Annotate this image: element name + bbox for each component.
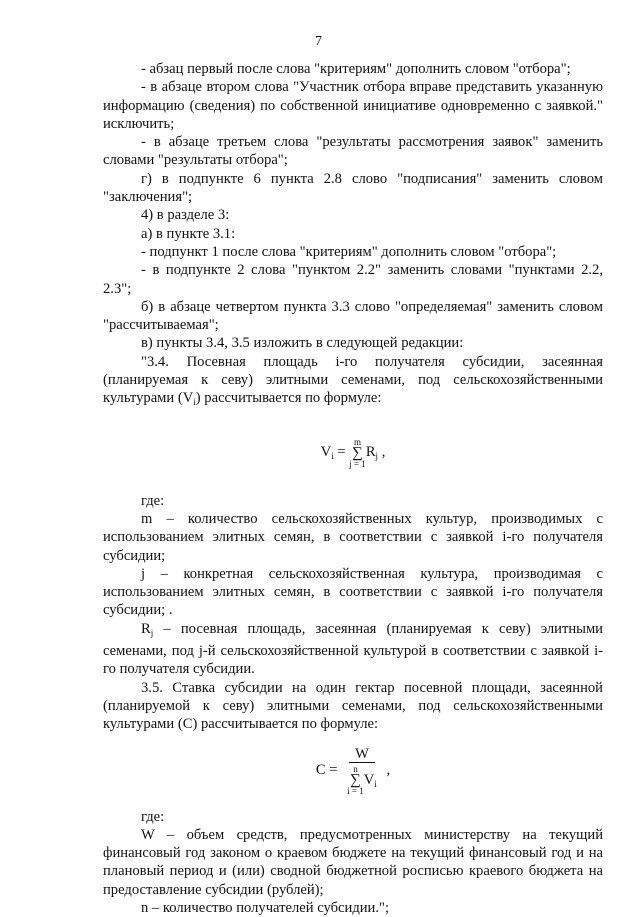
definition-n: n – количество получателей субсидии."; — [141, 899, 390, 916]
formula-c-lhs: С = — [315, 761, 342, 778]
definition-r-text: – посевная площадь, засеянная (планируемая к севу) элитными семенами, под j-й сельскохозяйственной культурой в соответствии с заявкой i-го получателя субсидии. — [103, 620, 603, 678]
definition-r-sub: j — [150, 627, 154, 638]
definition-m: m – количество сельскохозяйственных культур, производимых с использованием элитных семян, в соответствии с заявкой i-го получателя субсидии; — [103, 510, 603, 564]
paragraph-7: - подпункт 1 после слова "критериям" дополнить словом "отбора"; — [141, 243, 557, 260]
paragraph-5: 4) в разделе 3: — [141, 207, 230, 224]
formula-v-sum-sign: ∑ — [352, 444, 363, 461]
definition-r — [103, 620, 603, 679]
formula-c-sum-top: n — [353, 763, 358, 774]
formula-c — [103, 740, 603, 802]
formula-v-term: R — [365, 444, 376, 461]
paragraph-8: - в подпункте 2 слова "пунктом 2.2" заменить словами "пунктами 2.2, 2.3"; — [103, 262, 603, 297]
paragraph-4: г) в подпункте 6 пункта 2.8 слово "подписания" заменить словом "заключения"; — [103, 170, 603, 206]
formula-c-sum — [347, 765, 364, 796]
page-number: 7 — [315, 34, 322, 49]
formula-v-sum — [349, 438, 366, 469]
formula-c-den-sub: i — [374, 778, 377, 789]
formula-v-sum-bottom: j = 1 — [349, 458, 366, 469]
paragraph-3-4-text: "3.4. Посевная площадь i-го получателя субсидии, засеянная (планируемая к севу) элитными семенами, под сельскохозяйственными культурами (V — [103, 353, 603, 407]
document-body — [103, 60, 603, 917]
formula-v-eq: = — [333, 444, 350, 461]
paragraph-3-5: 3.5. Ставка субсидии на один гектар посевной площади, засеянной (планируемой к севу) элитными семенами, под сельскохозяйственными культурами (С) рассчитывается по формуле: — [103, 679, 603, 733]
formula-v-sum-top: m — [354, 436, 362, 447]
formula-v-term-sub: j — [375, 451, 379, 462]
paragraph-3-4-end: ) рассчитывается по формуле: — [195, 390, 382, 407]
paragraph-9: б) в абзаце четвертом пункта 3.3 слово "определяемая" заменить словом "рассчитываемая"; — [103, 298, 603, 334]
formula-c-tail: , — [382, 761, 391, 778]
where-label-2: где: — [141, 808, 165, 825]
paragraph-3-4-sub: i — [193, 397, 196, 408]
formula-v-lhs-sub: i — [331, 451, 334, 462]
formula-c-sum-sign: ∑ — [350, 771, 361, 788]
formula-c-denominator — [341, 763, 383, 796]
definition-r-head: R — [141, 620, 151, 637]
paragraph-10: в) пункты 3.4, 3.5 изложить в следующей редакции: — [141, 335, 464, 352]
formula-c-sum-bottom: i = 1 — [347, 785, 364, 796]
definition-w: W – объем средств, предусмотренных министерству на текущий финансовый год законом о краевом бюджете на текущий финансовый год и на плановый период и (или) сводной бюджетной росписью краевого бюджета на предоставление субсидии (рублей); — [103, 826, 603, 898]
formula-v — [103, 420, 603, 480]
paragraph-1: - абзац первый после слова "критериям" дополнить словом "отбора"; — [141, 61, 571, 77]
formula-v-lhs: V — [320, 444, 332, 461]
paragraph-2: - в абзаце втором слова "Участник отбора вправе представить указанную информацию (сведения) по собственной инициативе одновременно с заявкой." исключить; — [103, 79, 603, 132]
formula-v-tail: , — [378, 444, 386, 461]
formula-c-den-term: V — [363, 771, 375, 788]
formula-c-numerator: W — [349, 746, 375, 763]
paragraph-3-4 — [103, 353, 603, 412]
paragraph-3: - в абзаце третьем слова "результаты рассмотрения заявок" заменить словами "результаты отбора"; — [103, 134, 603, 169]
where-label-1: где: — [141, 492, 165, 509]
definition-j: j – конкретная сельскохозяйственная культура, производимая с использованием элитных семян, в соответствии с заявкой i-го получателя субсидии; . — [103, 565, 603, 619]
paragraph-6: а) в пункте 3.1: — [141, 225, 236, 242]
formula-c-fraction — [341, 746, 383, 796]
